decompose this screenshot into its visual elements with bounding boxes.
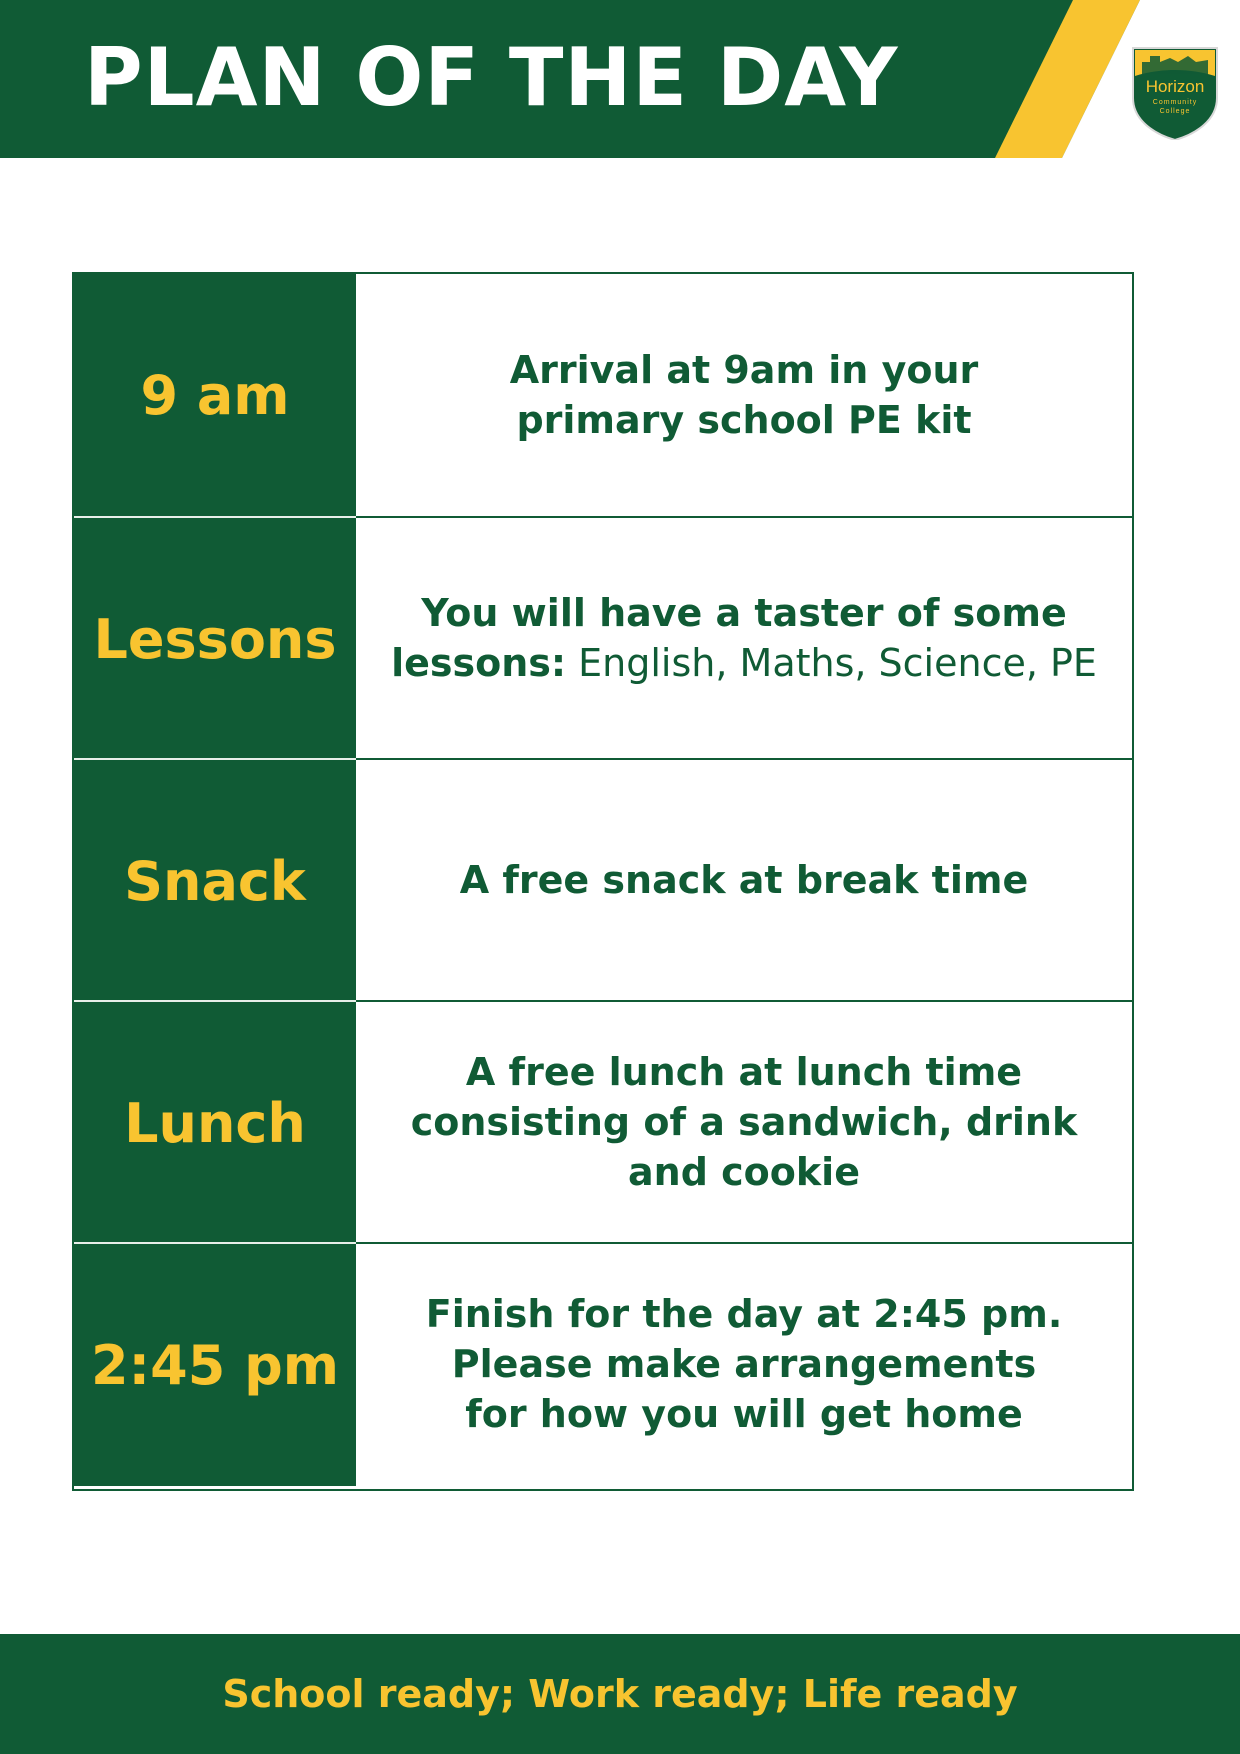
desc-emphasis: 9am bbox=[723, 348, 816, 392]
row-label-lessons: Lessons bbox=[74, 516, 356, 760]
desc-text: A free snack at break time bbox=[459, 858, 1029, 902]
desc-text: Finish for the day at bbox=[425, 1292, 874, 1336]
schedule-row-snack bbox=[74, 758, 1132, 1000]
footer-banner bbox=[0, 1634, 1240, 1754]
row-description bbox=[356, 1242, 1132, 1484]
row-description bbox=[356, 758, 1132, 1000]
row-label-snack: Snack bbox=[74, 758, 356, 1002]
row-label-time: 9 am bbox=[74, 274, 356, 516]
row-label-time: 2:45 pm bbox=[74, 1242, 356, 1486]
schedule-row-finish bbox=[74, 1242, 1132, 1484]
row-description bbox=[356, 516, 1132, 758]
logo-name: Horizon bbox=[1145, 77, 1205, 96]
school-crest-logo bbox=[1130, 46, 1220, 140]
desc-text: . Please make arrangements for how you will get home bbox=[451, 1292, 1063, 1436]
header-banner bbox=[0, 0, 1240, 158]
logo-subtitle-2: College bbox=[1159, 108, 1191, 115]
footer-tagline: School ready; Work ready; Life ready bbox=[222, 1672, 1018, 1716]
row-description bbox=[356, 274, 1132, 516]
subject-list: English, Maths, Science, PE bbox=[566, 641, 1097, 685]
schedule-row-arrival bbox=[74, 274, 1132, 516]
page-title: PLAN OF THE DAY bbox=[84, 31, 899, 124]
desc-emphasis: 2:45 pm bbox=[873, 1292, 1048, 1336]
desc-text: Arrival at bbox=[509, 348, 724, 392]
logo-subtitle-1: Community bbox=[1152, 99, 1198, 106]
desc-emphasis: lessons: bbox=[391, 641, 567, 685]
desc-text: in your primary school PE kit bbox=[516, 348, 979, 442]
schedule-row-lessons bbox=[74, 516, 1132, 758]
schedule-table bbox=[72, 272, 1134, 1491]
row-description bbox=[356, 1000, 1132, 1242]
row-label-lunch: Lunch bbox=[74, 1000, 356, 1244]
desc-text: A free lunch at lunch time consisting of a sandwich, drink and cookie bbox=[410, 1050, 1078, 1194]
desc-text: You will have a taster of some bbox=[421, 591, 1067, 635]
schedule-row-lunch bbox=[74, 1000, 1132, 1242]
